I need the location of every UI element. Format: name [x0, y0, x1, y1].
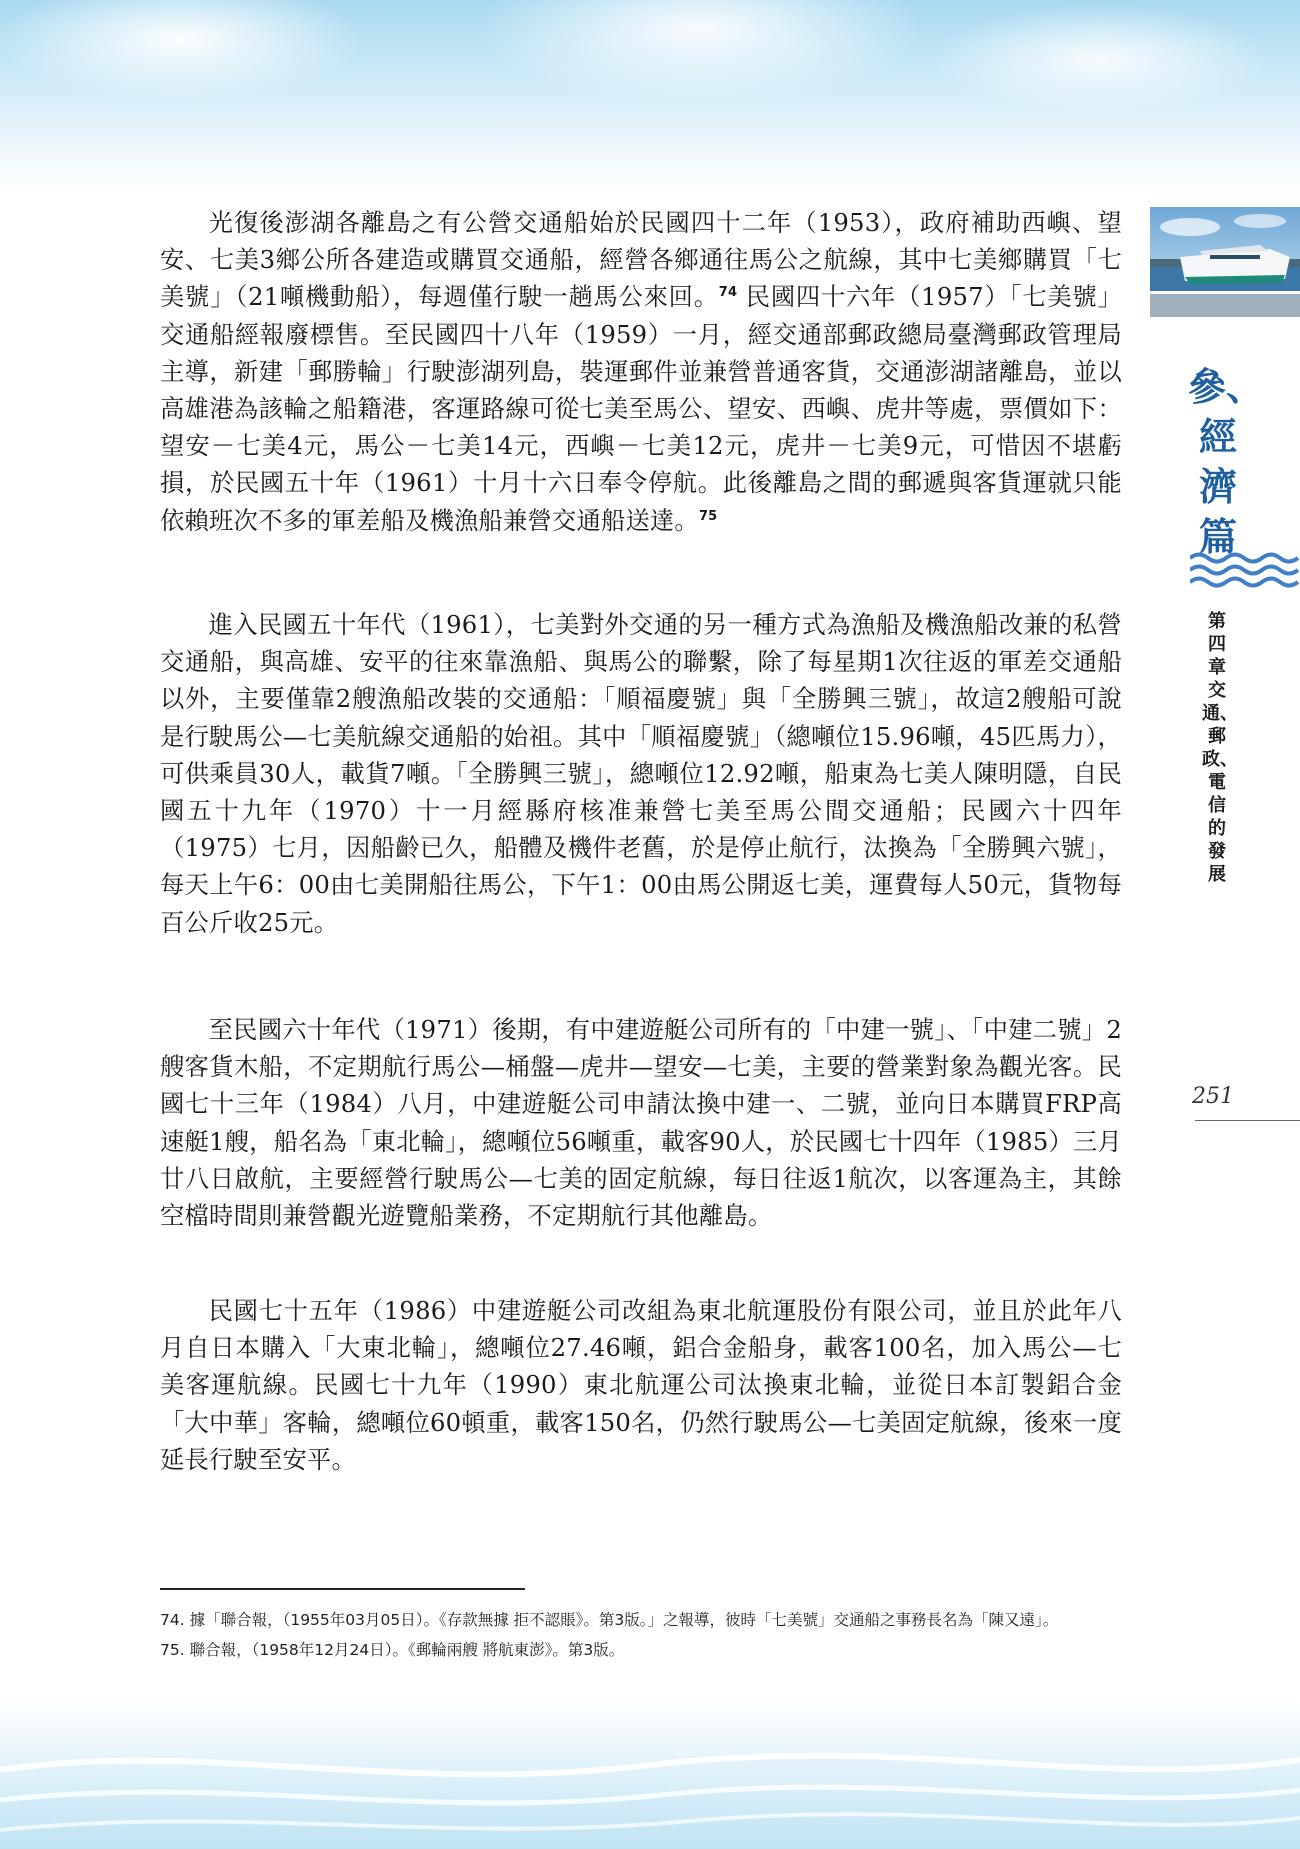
- footnotes: [160, 1608, 1122, 1668]
- wave-ornament: [1190, 550, 1300, 590]
- footnote-ref-75[interactable]: 75: [698, 508, 718, 524]
- sky-header-decoration: [0, 0, 1300, 190]
- paragraph-1: [160, 204, 1122, 539]
- page-number: 251: [1192, 1084, 1234, 1109]
- footnote-divider: [160, 1588, 525, 1590]
- page-number-rule: [1195, 1120, 1300, 1121]
- footnote-75: 75. 聯合報，（1958年12月24日）。《郵輪兩艘 將航東澎》。第3版。: [160, 1641, 625, 1659]
- paragraph-text: 至民國六十年代（1971）後期，有中建遊艇公司所有的「中建一號」、「中建二號」2艘客貨木船，不定期航行馬公—桶盤—虎井—望安—七美，主要的營業對象為觀光客。民國七十三年（1984）八月，中建遊艇公司申請汰換中建一、二號，並向日本購買FRP高速艇1艘，船名為「東北輪」，總噸位56噸重，載客90人，於民國七十四年（1985）三月廿八日啟航，主要經營行駛馬公—七美的固定航線，每日往返1航次，以客運為主，其餘空檔時間則兼營觀光遊覽船業務，不定期航行其他離島。: [160, 1015, 1122, 1231]
- paragraph-4: [160, 1292, 1122, 1478]
- paragraph-2: [160, 606, 1122, 941]
- wave-footer-decoration: [0, 1700, 1300, 1849]
- paragraph-text: 進入民國五十年代（1961），七美對外交通的另一種方式為漁船及機漁船改兼的私營交通船，與高雄、安平的往來靠漁船、與馬公的聯繫，除了每星期1次往返的軍差交通船以外，主要僅靠2艘漁船改裝的交通船：「順福慶號」與「全勝興三號」，故這2艘船可說是行駛馬公—七美航線交通船的始祖。其中「順福慶號」（總噸位15.96噸，45匹馬力），可供乘員30人，載貨7噸。「全勝興三號」，總噸位12.92噸，船東為七美人陳明隱，自民國五十九年（1970）十一月經縣府核准兼營七美至馬公間交通船；民國六十四年（1975）七月，因船齡已久，船體及機件老舊，於是停止航行，汰換為「全勝興六號」，每天上午6：00由七美開船往馬公，下午1：00由馬公開返七美，運費每人50元，貨物每百公斤收25元。: [160, 610, 1122, 937]
- paragraph-text: 光復後澎湖各離島之有公營交通船始於民國四十二年（1953），政府補助西嶼、望安、七美3鄉公所各建造或購買交通船，經營各鄉通往馬公之航線，其中七美鄉購買「七美號」（21噸機動船），每週僅行駛一趟馬公來回。: [160, 208, 1122, 312]
- footnote-74: 74. 據「聯合報，（1955年03月05日）。《存款無據 拒不認賬》。第3版。」之報導，彼時「七美號」交通船之事務長名為「陳又遠」。: [160, 1611, 1059, 1629]
- section-title-vertical: 參、經濟篇: [1188, 364, 1265, 559]
- chapter-title-vertical: 第四章 交通、郵政、電信的發展: [1202, 611, 1238, 885]
- paragraph-text: 民國四十六年（1957）「七美號」交通船經報廢標售。至民國四十八年（1959）一月，經交通部郵政總局臺灣郵政管理局主導，新建「郵勝輪」行駛澎湖列島，裝運郵件並兼營普通客貨，交通澎湖諸離島，並以高雄港為該輪之船籍港，客運路線可從七美至馬公、望安、西嶼、虎井等處，票價如下：望安－七美4元，馬公－七美14元，西嶼－七美12元，虎井－七美9元，可惜因不堪虧損，於民國五十年（1961）十月十六日奉令停航。此後離島之間的郵遞與客貨運就只能依賴班次不多的軍差船及機漁船兼營交通船送達。: [160, 282, 1122, 535]
- paragraph-3: [160, 1011, 1122, 1234]
- footnote-ref-74[interactable]: 74: [718, 285, 738, 301]
- paragraph-text: 民國七十五年（1986）中建遊艇公司改組為東北航運股份有限公司，並且於此年八月自日本購入「大東北輪」，總噸位27.46噸，鋁合金船身，載客100名，加入馬公—七美客運航線。民國七十九年（1990）東北航運公司汰換東北輪，並從日本訂製鋁合金「大中華」客輪，總噸位60頓重，載客150名，仍然行駛馬公—七美固定航線，後來一度延長行駛至安平。: [160, 1296, 1122, 1474]
- ferry-photo: [1150, 207, 1300, 317]
